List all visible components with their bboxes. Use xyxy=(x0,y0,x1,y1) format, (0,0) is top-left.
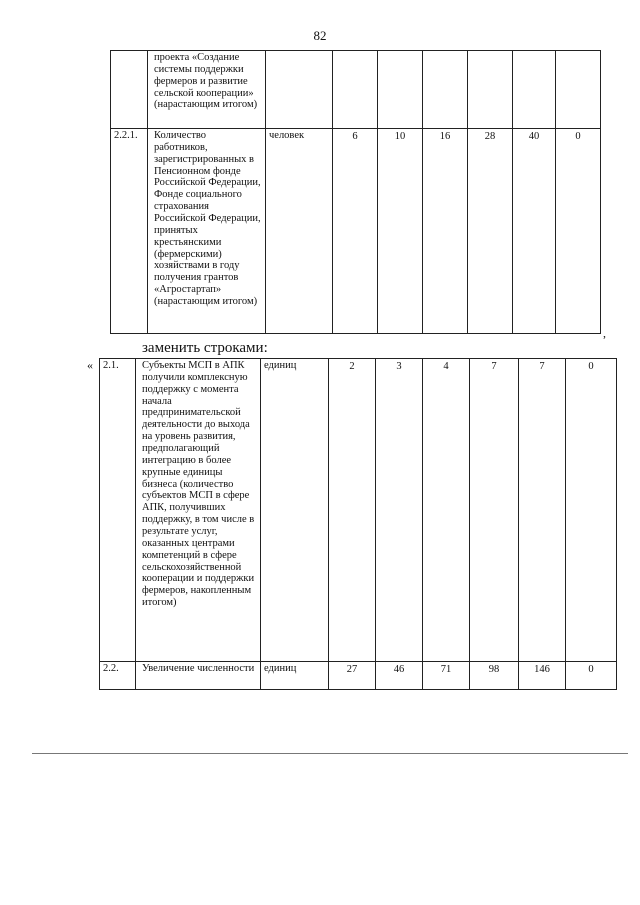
row-description: Количество работников, зарегистрированных в Пенсионном фонде Российской Федерации, Фонде социального страхования Российской Федерации, принятых крестьянскими (фермерскими) хозяйствами в году получения грантов «Агростартап» (нарастающим итогом) xyxy=(148,129,266,334)
row-code: 2.2. xyxy=(100,662,136,690)
indicator-table-bottom xyxy=(99,358,617,690)
row-value xyxy=(556,51,601,129)
row-value xyxy=(468,51,513,129)
row-value: 0 xyxy=(566,662,617,690)
row-value: 27 xyxy=(329,662,376,690)
row-description: Субъекты МСП в АПК получили комплексную поддержку с момента начала предпринимательской деятельности до выхода на уровень развития, предполагающий интеграцию в более крупные единицы бизнеса (количество субъектов МСП в сфере АПК, получивших поддержку, в том числе в результате услуг, оказанных центрами компетенций в сфере сельскохозяйственной кооперации и поддержки фермеров, накопленным итогом) xyxy=(136,359,261,662)
row-value xyxy=(513,51,556,129)
row-value: 0 xyxy=(566,359,617,662)
opening-quote: « xyxy=(87,358,93,372)
page-number: 82 xyxy=(313,28,327,43)
row-value: 46 xyxy=(376,662,423,690)
row-value: 3 xyxy=(376,359,423,662)
row-description: Увеличение численности xyxy=(136,662,261,690)
row-unit: единиц xyxy=(261,662,329,690)
row-value: 6 xyxy=(333,129,378,334)
row-value: 16 xyxy=(423,129,468,334)
row-value: 2 xyxy=(329,359,376,662)
row-value: 4 xyxy=(423,359,470,662)
replace-caption: заменить строками: xyxy=(142,340,268,356)
table-row xyxy=(111,129,601,334)
table-row xyxy=(100,359,617,662)
row-value: 71 xyxy=(423,662,470,690)
row-code: 2.2.1. xyxy=(111,129,148,334)
indicator-table-top xyxy=(110,50,601,334)
table-row xyxy=(111,51,601,129)
row-code: 2.1. xyxy=(100,359,136,662)
row-value: 7 xyxy=(519,359,566,662)
row-value: 7 xyxy=(470,359,519,662)
row-unit: человек xyxy=(266,129,333,334)
row-value: 28 xyxy=(468,129,513,334)
row-value xyxy=(333,51,378,129)
row-value xyxy=(423,51,468,129)
row-value xyxy=(378,51,423,129)
row-value: 98 xyxy=(470,662,519,690)
table-row xyxy=(100,662,617,690)
row-unit: единиц xyxy=(261,359,329,662)
row-value: 40 xyxy=(513,129,556,334)
trailing-comma: , xyxy=(603,326,606,340)
row-code xyxy=(111,51,148,129)
row-value: 146 xyxy=(519,662,566,690)
row-unit xyxy=(266,51,333,129)
row-value: 0 xyxy=(556,129,601,334)
row-value: 10 xyxy=(378,129,423,334)
page-divider-line xyxy=(32,753,628,754)
row-description: проекта «Создание системы поддержки фермеров и развитие сельской кооперации» (нарастающим итогом) xyxy=(148,51,266,129)
